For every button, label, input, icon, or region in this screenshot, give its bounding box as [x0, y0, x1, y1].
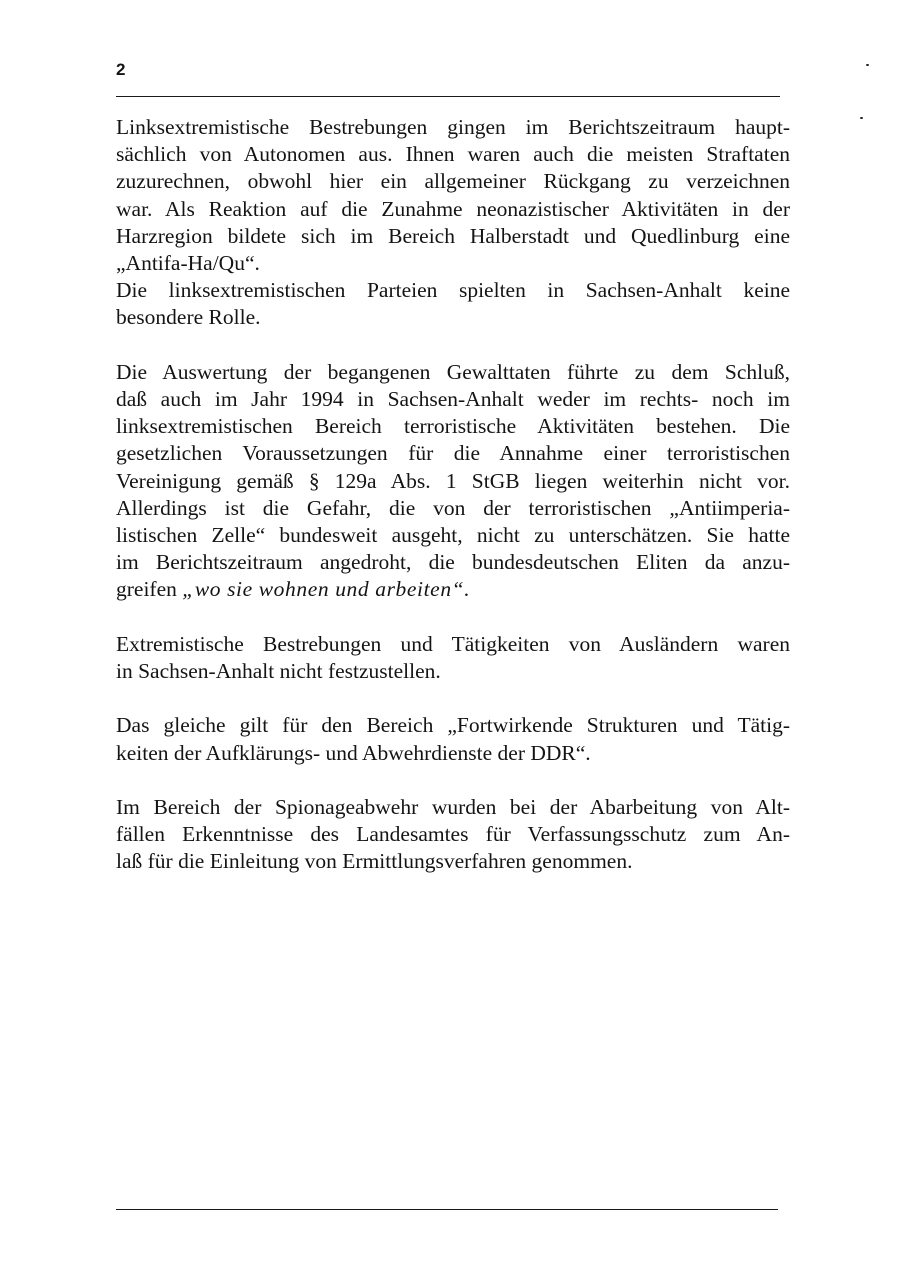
- text-line: Vereinigung gemäß § 129a Abs. 1 StGB liegen weiterhin nicht vor.: [116, 468, 790, 493]
- header-rule: [116, 96, 780, 97]
- paragraph-linksextremismus: [116, 114, 790, 332]
- scan-speck: [866, 64, 869, 66]
- text-line: besondere Rolle.: [116, 305, 261, 330]
- text-line: Das gleiche gilt für den Bereich „Fortwirkende Strukturen und Tätig-: [116, 713, 790, 738]
- scan-speck: [860, 117, 863, 119]
- text-line: keiten der Aufklärungs- und Abwehrdienste der DDR“.: [116, 740, 591, 765]
- text-line: in Sachsen-Anhalt nicht festzustellen.: [116, 659, 441, 684]
- paragraph-spionageabwehr: [116, 794, 790, 876]
- text-line: Extremistische Bestrebungen und Tätigkeiten von Ausländern waren: [116, 631, 790, 656]
- text-line: Harzregion bildete sich im Bereich Halberstadt und Quedlinburg eine: [116, 223, 790, 248]
- page-number: 2: [116, 60, 126, 79]
- body-text: [116, 114, 790, 903]
- text-line: zuzurechnen, obwohl hier ein allgemeiner Rückgang zu verzeichnen: [116, 169, 790, 194]
- footer-rule: [116, 1209, 778, 1210]
- text-line: Allerdings ist die Gefahr, die von der terroristischen „Antiimperia-: [116, 495, 790, 520]
- text-line: Die linksextremistischen Parteien spielten in Sachsen-Anhalt keine: [116, 278, 790, 303]
- text-line: sächlich von Autonomen aus. Ihnen waren auch die meisten Straftaten: [116, 142, 790, 167]
- text-line: Die Auswertung der begangenen Gewalttaten führte zu dem Schluß,: [116, 359, 790, 384]
- paragraph-auslaender: [116, 631, 790, 685]
- paragraph-gewalttaten: [116, 359, 790, 604]
- text-line: daß auch im Jahr 1994 in Sachsen-Anhalt weder im rechts- noch im: [116, 387, 790, 412]
- text-line: „Antifa-Ha/Qu“.: [116, 251, 260, 276]
- text-line: war. Als Reaktion auf die Zunahme neonazistischer Aktivitäten in der: [116, 196, 790, 221]
- text-line: [116, 576, 790, 603]
- text-line: gesetzlichen Voraussetzungen für die Annahme einer terroristischen: [116, 441, 790, 466]
- text-line: im Berichtszeitraum angedroht, die bundesdeutschen Eliten da anzu-: [116, 550, 790, 575]
- text-line: fällen Erkenntnisse des Landesamtes für Verfassungsschutz zum An-: [116, 822, 790, 847]
- text-segment: greifen: [116, 577, 183, 602]
- text-line: laß für die Einleitung von Ermittlungsverfahren genommen.: [116, 849, 633, 874]
- text-line: linksextremistischen Bereich terroristische Aktivitäten bestehen. Die: [116, 414, 790, 439]
- text-line: Linksextremistische Bestrebungen gingen im Berichtszeitraum haupt-: [116, 115, 790, 139]
- text-line: listischen Zelle“ bundesweit ausgeht, nicht zu unterschätzen. Sie hatte: [116, 523, 790, 548]
- italic-quote: „wo sie wohnen und arbeiten“.: [182, 577, 471, 602]
- text-line: Im Bereich der Spionageabwehr wurden bei der Abarbeitung von Alt-: [116, 795, 790, 820]
- paragraph-ddr: [116, 712, 790, 766]
